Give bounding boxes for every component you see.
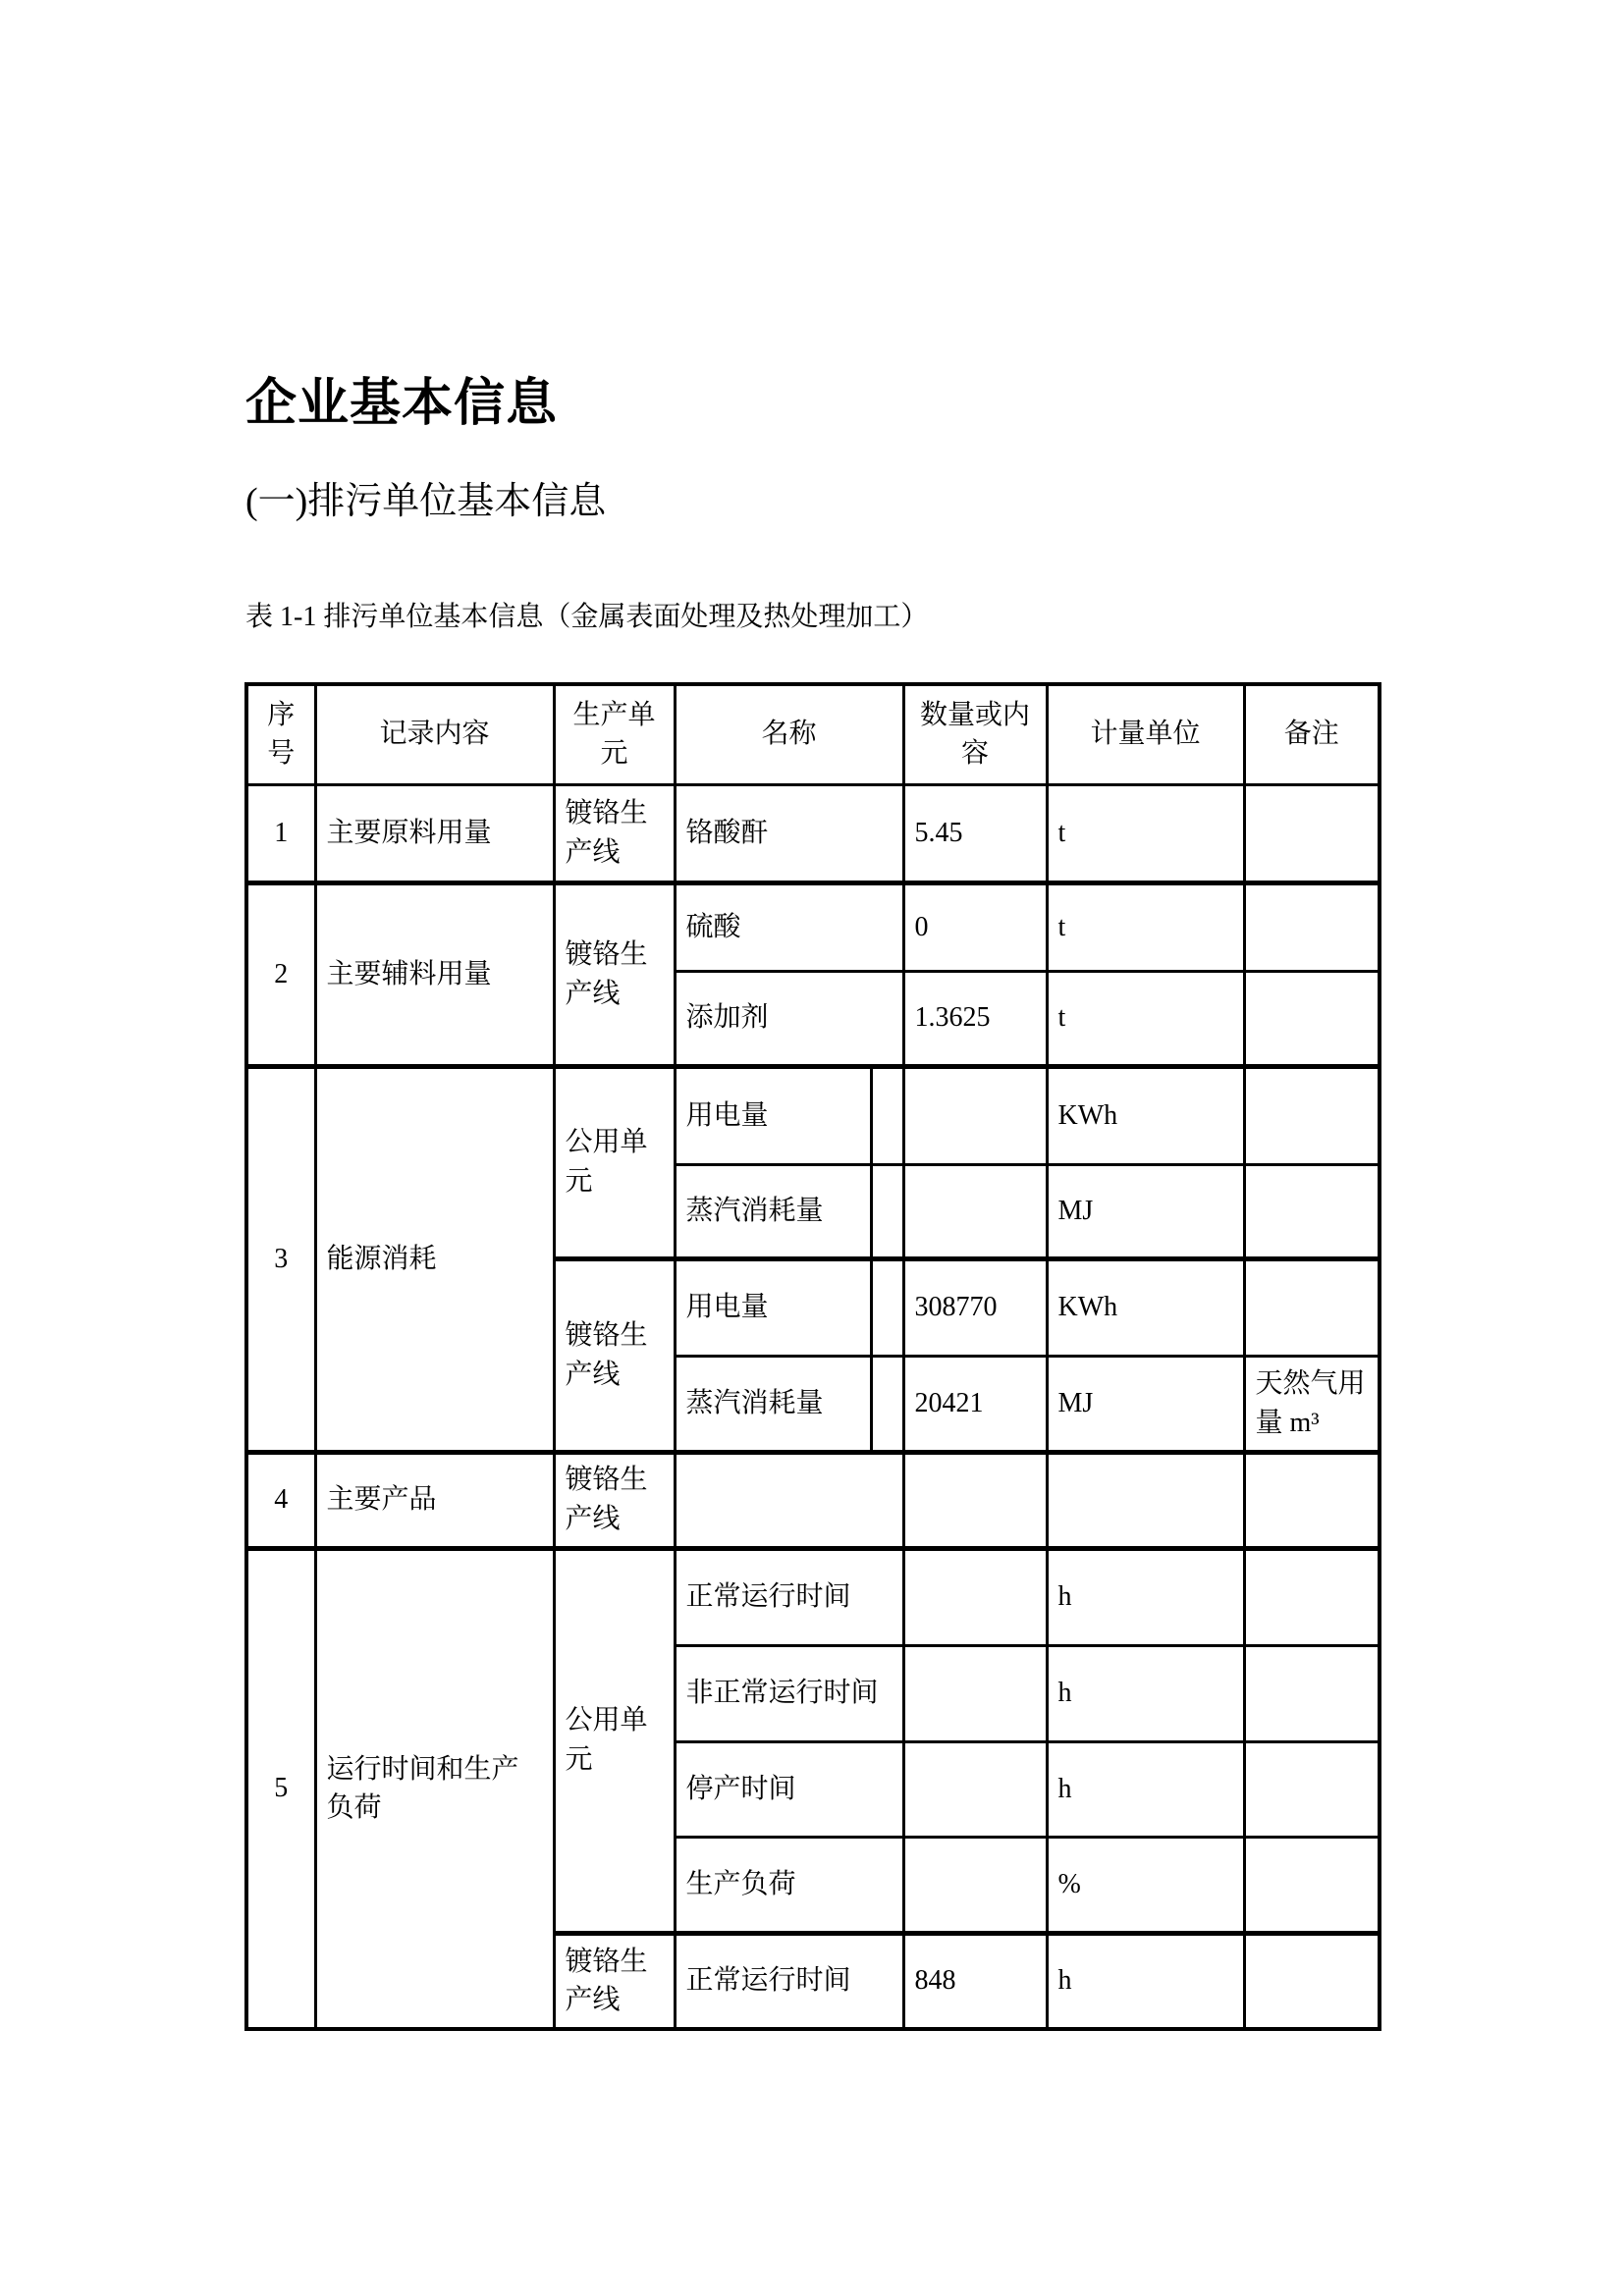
cell-record: 运行时间和生产负荷	[315, 1548, 554, 2029]
cell-measure: h	[1047, 1548, 1244, 1645]
table-row	[246, 1066, 1380, 1164]
cell-quantity: 1.3625	[903, 971, 1047, 1066]
cell-remark	[1244, 1452, 1380, 1548]
cell-name: 正常运行时间	[675, 1548, 903, 1645]
cell-remark	[1244, 1164, 1380, 1258]
cell-name: 正常运行时间	[675, 1933, 903, 2029]
page-title: 企业基本信息	[245, 376, 559, 432]
cell-quantity: 5.45	[903, 784, 1047, 882]
section-heading: (一)排污单位基本信息	[245, 481, 607, 522]
cell-measure: KWh	[1047, 1258, 1244, 1356]
header-cell-remark: 备注	[1244, 684, 1380, 784]
table-row	[246, 1452, 1380, 1548]
cell-name: 用电量	[675, 1258, 871, 1356]
cell-quantity: 848	[903, 1933, 1047, 2029]
cell-quantity	[903, 1066, 1047, 1164]
cell-remark	[1244, 784, 1380, 882]
table-row	[246, 882, 1380, 971]
header-cell-serial: 序号	[246, 684, 315, 784]
cell-name: 用电量	[675, 1066, 871, 1164]
cell-measure	[1047, 1452, 1244, 1548]
cell-serial: 1	[246, 784, 315, 882]
cell-unit: 镀铬生产线	[554, 1258, 675, 1452]
header-cell-record: 记录内容	[315, 684, 554, 784]
cell-record: 主要原料用量	[315, 784, 554, 882]
spacer-cell	[871, 1066, 903, 1164]
cell-quantity: 308770	[903, 1258, 1047, 1356]
header-cell-unit: 生产单元	[554, 684, 675, 784]
cell-unit: 镀铬生产线	[554, 1452, 675, 1548]
cell-serial: 2	[246, 882, 315, 1066]
cell-measure: h	[1047, 1741, 1244, 1837]
cell-serial: 4	[246, 1452, 315, 1548]
cell-remark	[1244, 882, 1380, 971]
cell-remark	[1244, 1741, 1380, 1837]
spacer-cell	[871, 1258, 903, 1356]
cell-measure: t	[1047, 971, 1244, 1066]
cell-measure: t	[1047, 882, 1244, 971]
cell-remark	[1244, 971, 1380, 1066]
cell-quantity	[903, 1837, 1047, 1933]
cell-quantity	[903, 1741, 1047, 1837]
cell-remark	[1244, 1258, 1380, 1356]
cell-unit: 公用单元	[554, 1548, 675, 1933]
cell-measure: MJ	[1047, 1356, 1244, 1452]
cell-serial: 3	[246, 1066, 315, 1452]
cell-name: 铬酸酐	[675, 784, 903, 882]
cell-remark	[1244, 1933, 1380, 2029]
cell-name: 添加剂	[675, 971, 903, 1066]
spacer-cell	[871, 1356, 903, 1452]
cell-quantity: 20421	[903, 1356, 1047, 1452]
cell-remark	[1244, 1548, 1380, 1645]
cell-name: 停产时间	[675, 1741, 903, 1837]
cell-unit: 镀铬生产线	[554, 882, 675, 1066]
cell-measure: KWh	[1047, 1066, 1244, 1164]
cell-measure: h	[1047, 1933, 1244, 2029]
cell-unit: 镀铬生产线	[554, 1933, 675, 2029]
cell-remark: 天然气用量 m³	[1244, 1356, 1380, 1452]
cell-unit: 镀铬生产线	[554, 784, 675, 882]
header-cell-quantity: 数量或内容	[903, 684, 1047, 784]
cell-measure: %	[1047, 1837, 1244, 1933]
cell-record: 主要辅料用量	[315, 882, 554, 1066]
cell-remark	[1244, 1066, 1380, 1164]
cell-quantity	[903, 1645, 1047, 1741]
cell-measure: t	[1047, 784, 1244, 882]
header-cell-name: 名称	[675, 684, 903, 784]
basic-info-table	[244, 682, 1381, 2031]
cell-measure: h	[1047, 1645, 1244, 1741]
cell-record: 主要产品	[315, 1452, 554, 1548]
cell-quantity	[903, 1548, 1047, 1645]
header-cell-measure: 计量单位	[1047, 684, 1244, 784]
table-caption: 表 1-1 排污单位基本信息（金属表面处理及热处理加工）	[245, 602, 929, 632]
cell-name: 非正常运行时间	[675, 1645, 903, 1741]
cell-record: 能源消耗	[315, 1066, 554, 1452]
cell-name: 蒸汽消耗量	[675, 1164, 871, 1258]
cell-unit: 公用单元	[554, 1066, 675, 1258]
cell-remark	[1244, 1645, 1380, 1741]
table-row	[246, 1548, 1380, 1645]
cell-name: 生产负荷	[675, 1837, 903, 1933]
cell-measure: MJ	[1047, 1164, 1244, 1258]
cell-quantity: 0	[903, 882, 1047, 971]
cell-remark	[1244, 1837, 1380, 1933]
cell-serial: 5	[246, 1548, 315, 2029]
header-row	[246, 684, 1380, 784]
cell-name	[675, 1452, 903, 1548]
cell-name: 硫酸	[675, 882, 903, 971]
table-row	[246, 784, 1380, 882]
spacer-cell	[871, 1164, 903, 1258]
cell-quantity	[903, 1452, 1047, 1548]
cell-quantity	[903, 1164, 1047, 1258]
cell-name: 蒸汽消耗量	[675, 1356, 871, 1452]
